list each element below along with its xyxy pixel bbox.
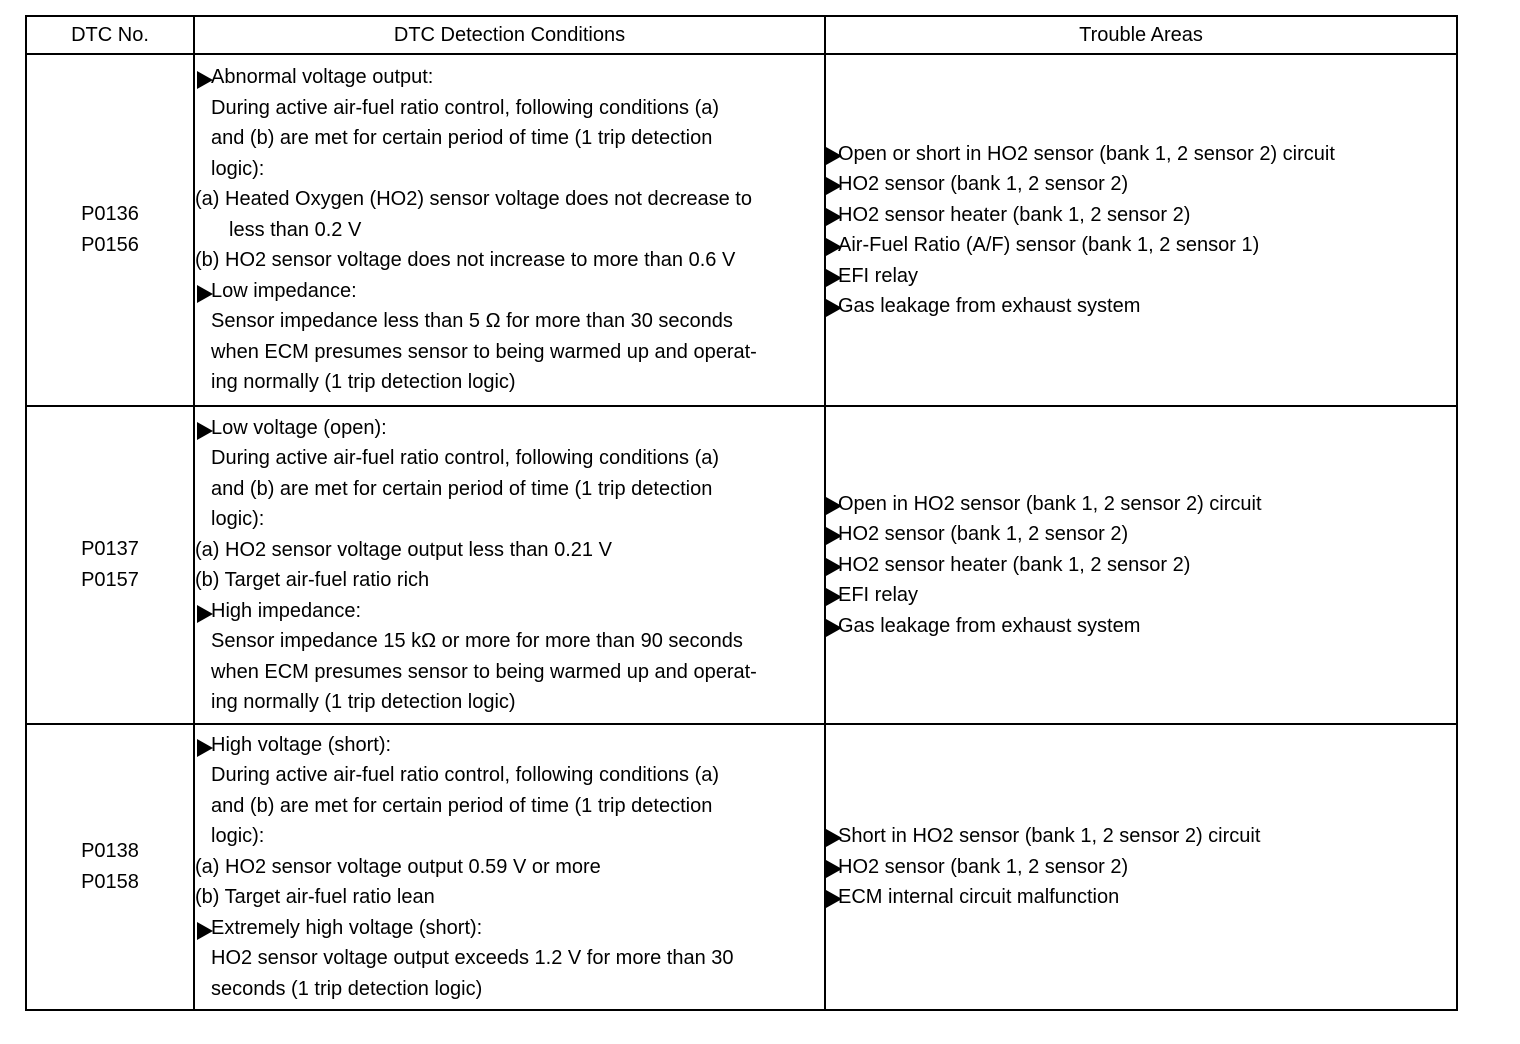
bullet-triangle-icon xyxy=(826,829,842,847)
condition-text: when ECM presumes sensor to being warmed up and operat- xyxy=(211,660,757,683)
bullet-triangle-icon xyxy=(826,497,842,515)
table-row xyxy=(26,406,1457,724)
table-row xyxy=(26,724,1457,1010)
bullet-triangle-icon xyxy=(826,860,842,878)
bullet-triangle-icon xyxy=(197,922,213,940)
bullet-triangle-icon xyxy=(826,147,842,165)
bullet-triangle-icon xyxy=(826,299,842,317)
condition-text: (b) Target air-fuel ratio rich xyxy=(195,569,430,591)
bullet-triangle-icon xyxy=(197,422,213,440)
condition-heading-text: Low impedance: xyxy=(211,279,357,302)
trouble-area-item xyxy=(826,261,1456,292)
trouble-area-text: Air-Fuel Ratio (A/F) sensor (bank 1, 2 sensor 1) xyxy=(838,234,1260,256)
trouble-area-item xyxy=(826,291,1456,322)
condition-heading xyxy=(195,913,824,944)
trouble-area-item xyxy=(826,169,1456,200)
condition-text: During active air-fuel ratio control, following conditions (a) xyxy=(211,96,720,119)
trouble-area-item xyxy=(826,550,1456,581)
table-row xyxy=(26,54,1457,406)
condition-text: (b) HO2 sensor voltage does not increase to more than 0.6 V xyxy=(195,249,736,272)
trouble-areas-cell xyxy=(825,54,1457,406)
bullet-triangle-icon xyxy=(826,890,842,908)
condition-heading xyxy=(195,596,824,627)
bullet-triangle-icon xyxy=(197,739,213,757)
trouble-area-item xyxy=(826,200,1456,231)
header-conditions: DTC Detection Conditions xyxy=(194,16,825,54)
trouble-area-item xyxy=(826,519,1456,550)
header-trouble-areas: Trouble Areas xyxy=(825,16,1457,54)
condition-text: and (b) are met for certain period of time (1 trip detection xyxy=(211,127,713,150)
trouble-area-text: Open or short in HO2 sensor (bank 1, 2 sensor 2) circuit xyxy=(838,142,1335,165)
bullet-triangle-icon xyxy=(197,605,213,623)
trouble-area-text: HO2 sensor (bank 1, 2 sensor 2) xyxy=(838,173,1129,195)
condition-heading-text: High impedance: xyxy=(211,599,362,622)
trouble-area-text: Gas leakage from exhaust system xyxy=(838,614,1141,637)
trouble-area-item xyxy=(826,852,1456,883)
dtc-code-cell xyxy=(26,54,194,406)
condition-heading-text: Low voltage (open): xyxy=(211,416,387,439)
bullet-triangle-icon xyxy=(826,527,842,545)
trouble-area-item xyxy=(826,611,1456,642)
bullet-triangle-icon xyxy=(826,208,842,226)
condition-text: when ECM presumes sensor to being warmed up and operat- xyxy=(211,340,757,363)
bullet-triangle-icon xyxy=(197,71,213,89)
condition-heading-text: Abnormal voltage output: xyxy=(211,66,434,89)
condition-text: seconds (1 trip detection logic) xyxy=(211,977,483,1000)
header-dtc-no: DTC No. xyxy=(26,16,194,54)
condition-text: and (b) are met for certain period of time (1 trip detection xyxy=(211,794,713,817)
bullet-triangle-icon xyxy=(826,269,842,287)
condition-text: (a) HO2 sensor voltage output 0.59 V or more xyxy=(195,855,601,878)
trouble-area-item xyxy=(826,489,1456,520)
condition-text: and (b) are met for certain period of time (1 trip detection xyxy=(211,477,713,500)
condition-text: (a) HO2 sensor voltage output less than 0.21 V xyxy=(195,538,612,561)
detection-conditions-cell xyxy=(194,406,825,724)
trouble-areas-cell xyxy=(825,724,1457,1010)
condition-heading-text: High voltage (short): xyxy=(211,733,392,756)
bullet-triangle-icon xyxy=(826,558,842,576)
detection-conditions-cell xyxy=(194,54,825,406)
condition-text: logic): xyxy=(211,508,265,530)
header-row xyxy=(26,16,1457,54)
trouble-area-item xyxy=(826,580,1456,611)
condition-heading-text: Extremely high voltage (short): xyxy=(211,916,483,939)
trouble-area-item xyxy=(826,882,1456,913)
trouble-area-text: HO2 sensor heater (bank 1, 2 sensor 2) xyxy=(838,203,1191,226)
condition-text: (b) Target air-fuel ratio lean xyxy=(195,886,435,909)
trouble-area-text: Gas leakage from exhaust system xyxy=(838,295,1141,317)
trouble-area-text: EFI relay xyxy=(838,264,919,287)
trouble-area-item xyxy=(826,821,1456,852)
bullet-triangle-icon xyxy=(826,238,842,256)
trouble-area-text: HO2 sensor (bank 1, 2 sensor 2) xyxy=(838,523,1129,546)
dtc-code-cell xyxy=(26,724,194,1010)
bullet-triangle-icon xyxy=(826,588,842,606)
trouble-area-text: HO2 sensor heater (bank 1, 2 sensor 2) xyxy=(838,553,1191,576)
condition-text: logic): xyxy=(211,825,265,848)
dtc-code: P0137 xyxy=(81,538,139,560)
condition-text: logic): xyxy=(211,157,265,180)
dtc-code-cell xyxy=(26,406,194,724)
trouble-area-item xyxy=(826,230,1456,261)
condition-text: ing normally (1 trip detection logic) xyxy=(211,371,516,394)
condition-text: HO2 sensor voltage output exceeds 1.2 V for more than 30 xyxy=(211,947,734,970)
condition-heading xyxy=(195,276,824,307)
trouble-area-item xyxy=(826,139,1456,170)
trouble-area-text: Open in HO2 sensor (bank 1, 2 sensor 2) circuit xyxy=(838,492,1262,515)
trouble-area-text: EFI relay xyxy=(838,584,919,607)
dtc-code: P0156 xyxy=(81,234,139,256)
condition-heading xyxy=(195,730,824,761)
condition-text: ing normally (1 trip detection logic) xyxy=(211,691,516,713)
trouble-area-text: HO2 sensor (bank 1, 2 sensor 2) xyxy=(838,855,1129,878)
detection-conditions-cell xyxy=(194,724,825,1010)
dtc-code: P0138 xyxy=(81,840,139,862)
trouble-area-text: ECM internal circuit malfunction xyxy=(838,886,1120,909)
table-body xyxy=(26,54,1457,1010)
condition-text: Sensor impedance less than 5 Ω for more than 30 seconds xyxy=(211,310,733,333)
condition-text: During active air-fuel ratio control, following conditions (a) xyxy=(211,447,720,469)
dtc-table xyxy=(25,15,1458,1011)
trouble-area-text: Short in HO2 sensor (bank 1, 2 sensor 2) circuit xyxy=(838,825,1261,848)
bullet-triangle-icon xyxy=(826,619,842,637)
dtc-code: P0157 xyxy=(81,569,139,591)
condition-heading xyxy=(195,62,824,93)
bullet-triangle-icon xyxy=(197,285,213,303)
dtc-code: P0158 xyxy=(81,871,139,893)
dtc-code: P0136 xyxy=(81,203,139,225)
condition-text: less than 0.2 V xyxy=(229,218,362,241)
condition-text: Sensor impedance 15 kΩ or more for more than 90 seconds xyxy=(211,630,743,652)
condition-heading xyxy=(195,413,824,444)
condition-text: (a) Heated Oxygen (HO2) sensor voltage does not decrease to xyxy=(195,188,752,211)
trouble-areas-cell xyxy=(825,406,1457,724)
condition-text: During active air-fuel ratio control, following conditions (a) xyxy=(211,764,720,787)
table-header xyxy=(26,16,1457,54)
bullet-triangle-icon xyxy=(826,177,842,195)
